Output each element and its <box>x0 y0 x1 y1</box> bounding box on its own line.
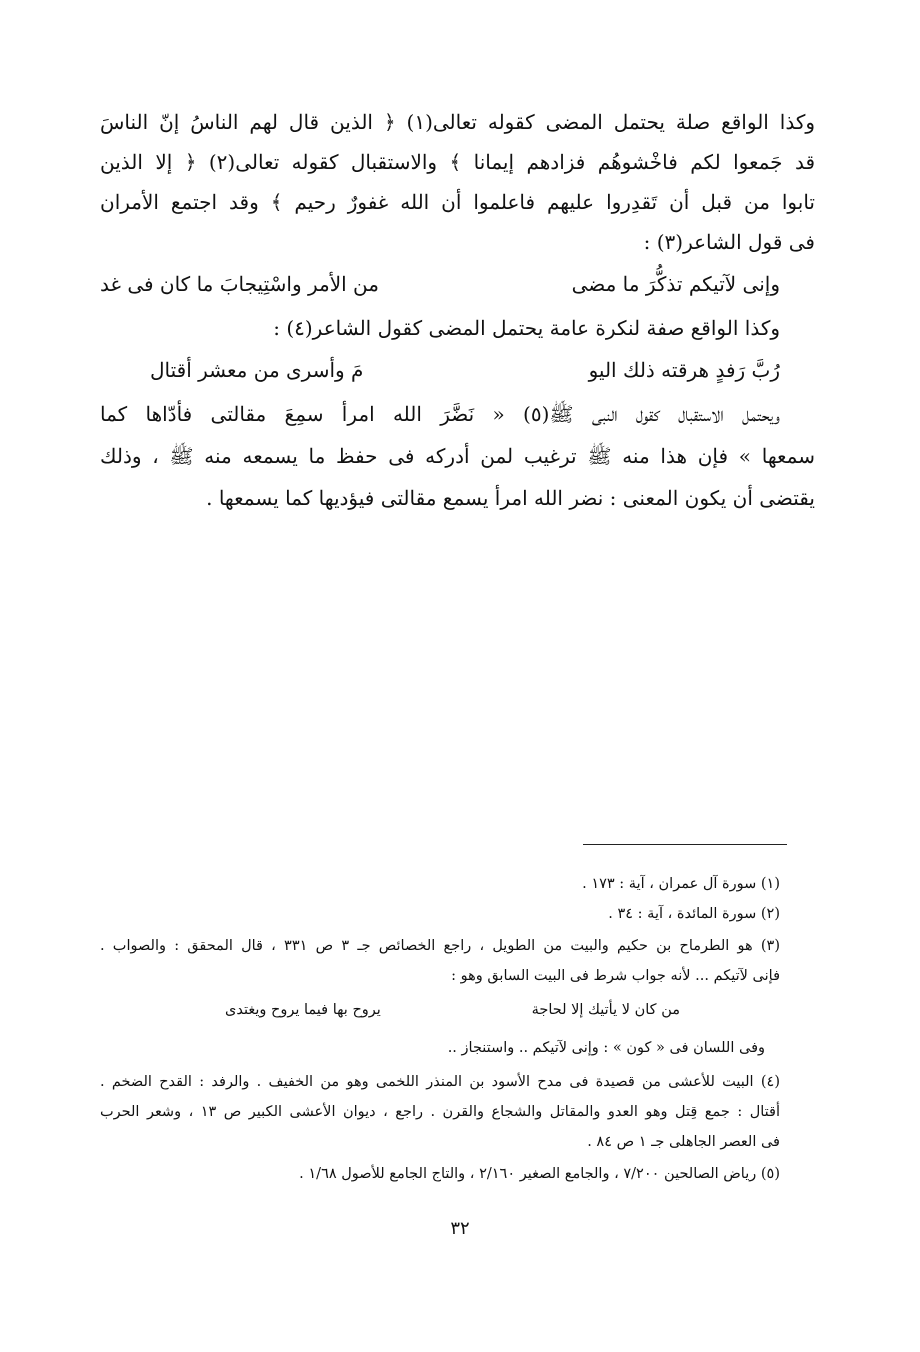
verse-1-second-hemistich: من الأمر واسْتِيجابَ ما كان فى غد <box>100 272 379 296</box>
footnote-separator <box>583 844 787 845</box>
body-line-4: فى قول الشاعر(٣) : <box>643 230 815 254</box>
body-line-3: تابوا من قبل أن تَقدِروا عليهم فاعلموا أن الله غفورٌ رحيم ﴾ وقد اجتمع الأمران <box>100 190 815 214</box>
footnote-3-line-2: فإنى لآتيكم ... لأنه جواب شرط فى البيت السابق وهو : <box>451 968 780 984</box>
verse-2-second-hemistich: مَ وأسرى من معشر أقتال <box>150 358 364 382</box>
footnote-4-line-2: أقتال : جمع قِتل وهو العدو والمقاتل والشجاع والقرن . راجع ، ديوان الأعشى الكبير ص ١٣ ، وشعر الحرب <box>100 1104 780 1120</box>
footnote-1: (١) سورة آل عمران ، آية : ١٧٣ . <box>582 876 780 892</box>
body-line-5: وكذا الواقع صفة لنكرة عامة يحتمل المضى كقول الشاعر(٤) : <box>273 316 780 340</box>
verse-1-first-hemistich: وإنى لآتيكم تذكُّرَ ما مضى <box>571 272 780 296</box>
body-line-7: سمعها » فإن هذا منه ﷺ ترغيب لمن أدركه فى حفظ ما يسمعه منه ﷺ ، وذلك <box>100 444 815 468</box>
verse-2-first-hemistich: رُبَّ رَفدٍ هرقته ذلك اليو <box>588 358 780 382</box>
footnote-4-line-1: (٤) البيت للأعشى من قصيدة فى مدح الأسود بن المنذر اللخمى وهو من الخفيف . والرفد : القدح الضخم . <box>100 1074 780 1090</box>
footnote-4-line-3: فى العصر الجاهلى جـ ١ ص ٨٤ . <box>587 1134 780 1150</box>
verse-1 <box>100 272 780 302</box>
body-line-2: قد جَمعوا لكم فاخْشوهُم فزادهم إيمانا ﴾ والاستقبال كقوله تعالى(٢) ﴿ إلا الذين <box>100 150 816 174</box>
footnote-2: (٢) سورة المائدة ، آية : ٣٤ . <box>608 906 780 922</box>
footnote-3-verse <box>225 1002 680 1024</box>
footnote-3-line-1: (٣) هو الطرماح بن حكيم والبيت من الطويل ، راجع الخصائص جـ ٣ ص ٣٣١ ، قال المحقق : والصواب . <box>100 938 780 954</box>
footnote-5: (٥) رياض الصالحين ٧/٢٠٠ ، والجامع الصغير ٢/١٦٠ ، والتاج الجامع للأصول ١/٦٨ . <box>299 1166 780 1182</box>
verse-2 <box>150 358 780 388</box>
footnote-3-verse-first: من كان لا يأتيك إلا لحاجة <box>531 1002 680 1018</box>
page-number: ٣٢ <box>450 1218 470 1239</box>
footnote-3-verse-second: يروح بها فيما يروح ويغتدى <box>225 1002 381 1018</box>
body-line-8: يقتضى أن يكون المعنى : نضر الله امرأ يسمع مقالتى فيؤديها كما يسمعها . <box>206 486 815 510</box>
footnote-3-line-3: وفى اللسان فى « كون » : وإنى لآتيكم .. واستنجاز .. <box>447 1040 765 1056</box>
body-line-1: وكذا الواقع صلة يحتمل المضى كقوله تعالى(١) ﴿ الذين قال لهم الناسُ إنّ الناسَ <box>100 110 815 134</box>
body-line-6: ويحتمل الاستقبال كقول النبى ﷺ(٥) « نَضَّرَ الله امرأ سمِعَ مقالتى فأدّاها كما <box>100 402 780 426</box>
